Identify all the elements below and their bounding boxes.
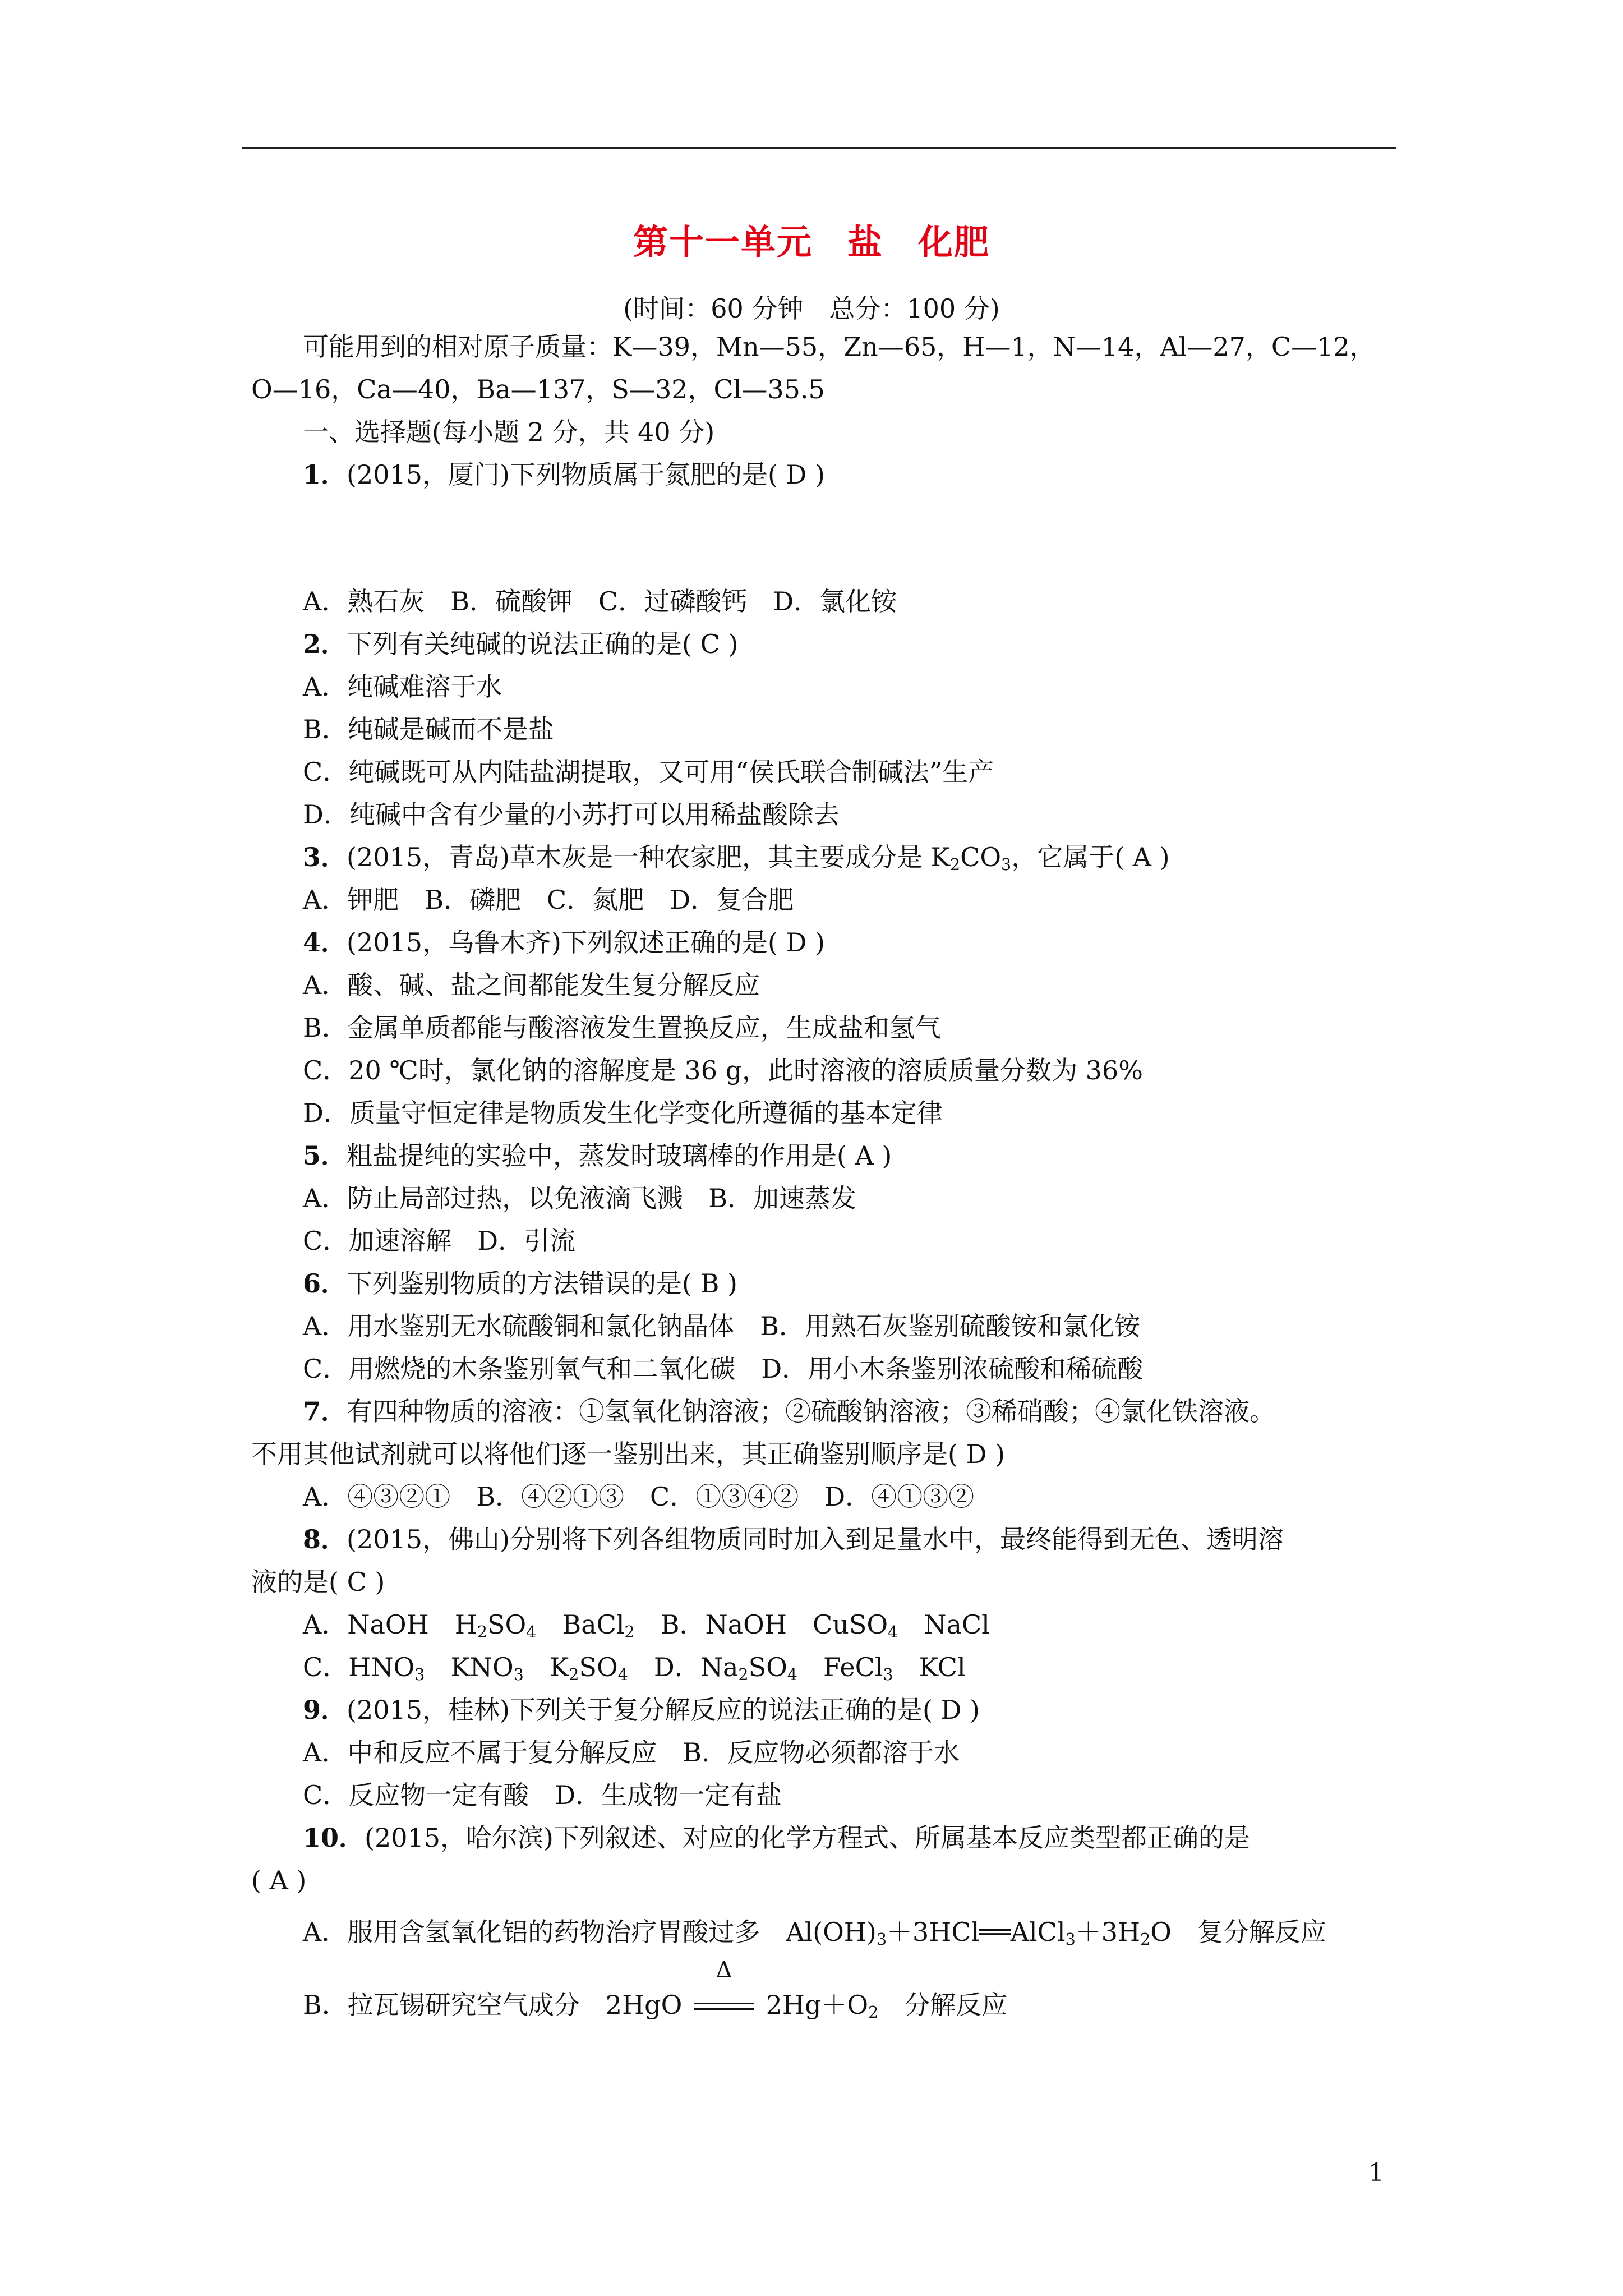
question-1-options: A．熟石灰 B．硫酸钾 C．过磷酸钙 D．氯化铵 <box>303 586 897 616</box>
heating-equals-sign: Δ <box>690 1988 758 2022</box>
header-rule <box>242 147 1396 149</box>
question-9: 9．(2015，桂林)下列关于复分解反应的说法正确的是( D ) <box>303 1695 980 1725</box>
question-10-option-a: A．服用含氢氧化铝的药物治疗胃酸过多 $Al(OH)_3+3HCl══AlCl_3+3H_2O$ 复分解反应 <box>303 1917 1326 1949</box>
question-2-option-a: A．纯碱难溶于水 <box>303 671 502 702</box>
question-4-option-d: D．质量守恒定律是物质发生化学变化所遵循的基本定律 <box>303 1098 943 1128</box>
question-9-options-cd: C．反应物一定有酸 D．生成物一定有盐 <box>303 1780 782 1810</box>
question-2: 2．下列有关纯碱的说法正确的是( C ) <box>303 629 739 659</box>
question-8: 8．(2015，佛山)分别将下列各组物质同时加入到足量水中，最终能得到无色、透明溶 <box>303 1524 1284 1554</box>
question-3-options: A．钾肥 B．磷肥 C．氮肥 D．复合肥 <box>303 885 794 915</box>
question-4: 4．(2015，乌鲁木齐)下列叙述正确的是( D ) <box>303 927 825 958</box>
question-3: 3．(2015，青岛)草木灰是一种农家肥，其主要成分是 $K_2CO_3$，它属于( A ) <box>303 842 1170 875</box>
page-title: 第十一单元 盐 化肥 <box>633 222 990 263</box>
question-7-options: A．④③②① B．④②①③ C．①③④② D．④①③② <box>303 1481 975 1512</box>
question-4-option-a: A．酸、碱、盐之间都能发生复分解反应 <box>303 970 760 1000</box>
question-5: 5．粗盐提纯的实验中，蒸发时玻璃棒的作用是( A ) <box>303 1140 892 1171</box>
question-2-option-c: C．纯碱既可从内陆盐湖提取，又可用“侯氏联合制碱法”生产 <box>303 757 994 787</box>
question-2-option-b: B．纯碱是碱而不是盐 <box>303 714 554 744</box>
question-5-options-cd: C．加速溶解 D．引流 <box>303 1226 576 1256</box>
question-6: 6．下列鉴别物质的方法错误的是( B ) <box>303 1268 737 1299</box>
question-4-option-c: C．20 ℃时，氯化钠的溶解度是 36 g，此时溶液的溶质质量分数为 36% <box>303 1055 1143 1085</box>
question-8-continued: 液的是( C ) <box>251 1567 385 1597</box>
question-5-options-ab: A．防止局部过热，以免液滴飞溅 B．加速蒸发 <box>303 1183 857 1213</box>
question-9-options-ab: A．中和反应不属于复分解反应 B．反应物必须都溶于水 <box>303 1737 960 1768</box>
question-2-option-d: D．纯碱中含有少量的小苏打可以用稀盐酸除去 <box>303 799 840 830</box>
atomic-mass-line2: O—16，Ca—40，Ba—137，S—32，Cl—35.5 <box>251 374 825 404</box>
atomic-mass-line1: 可能用到的相对原子质量：K—39，Mn—55，Zn—65，H—1，N—14，Al—27，C—12， <box>303 332 1376 362</box>
question-8-options-cd: C．$HNO_3$ $KNO_3$ $K_2SO_4$ D．$Na_2SO_4$ FeCl$_3$ KCl <box>303 1652 966 1685</box>
page-number: 1 <box>1368 2159 1384 2187</box>
question-1: 1．(2015，厦门)下列物质属于氮肥的是( D ) <box>303 459 825 490</box>
question-7-continued: 不用其他试剂就可以将他们逐一鉴别出来，其正确鉴别顺序是( D ) <box>251 1439 1006 1469</box>
exam-info: (时间：60 分钟 总分：100 分) <box>623 293 1000 324</box>
question-10-continued: ( A ) <box>251 1865 307 1895</box>
question-8-options-ab: A．NaOH $H_2SO_4$ BaCl$_2$ B．NaOH CuSO$_4$ NaCl <box>303 1609 990 1642</box>
section-heading: 一、选择题(每小题 2 分，共 40 分) <box>303 417 715 447</box>
question-6-options-cd: C．用燃烧的木条鉴别氧气和二氧化碳 D．用小木条鉴别浓硫酸和稀硫酸 <box>303 1354 1144 1384</box>
question-10: 10．(2015，哈尔滨)下列叙述、对应的化学方程式、所属基本反应类型都正确的是 <box>303 1823 1250 1853</box>
question-10-option-b: B．拉瓦锡研究空气成分 2HgO Δ $2Hg+O_2$ 分解反应 <box>303 1957 1008 2022</box>
question-4-option-b: B．金属单质都能与酸溶液发生置换反应，生成盐和氢气 <box>303 1013 941 1043</box>
question-6-options-ab: A．用水鉴别无水硫酸铜和氯化钠晶体 B．用熟石灰鉴别硫酸铵和氯化铵 <box>303 1311 1141 1341</box>
question-7: 7．有四种物质的溶液：①氢氧化钠溶液；②硫酸钠溶液；③稀硝酸；④氯化铁溶液。 <box>303 1396 1276 1427</box>
